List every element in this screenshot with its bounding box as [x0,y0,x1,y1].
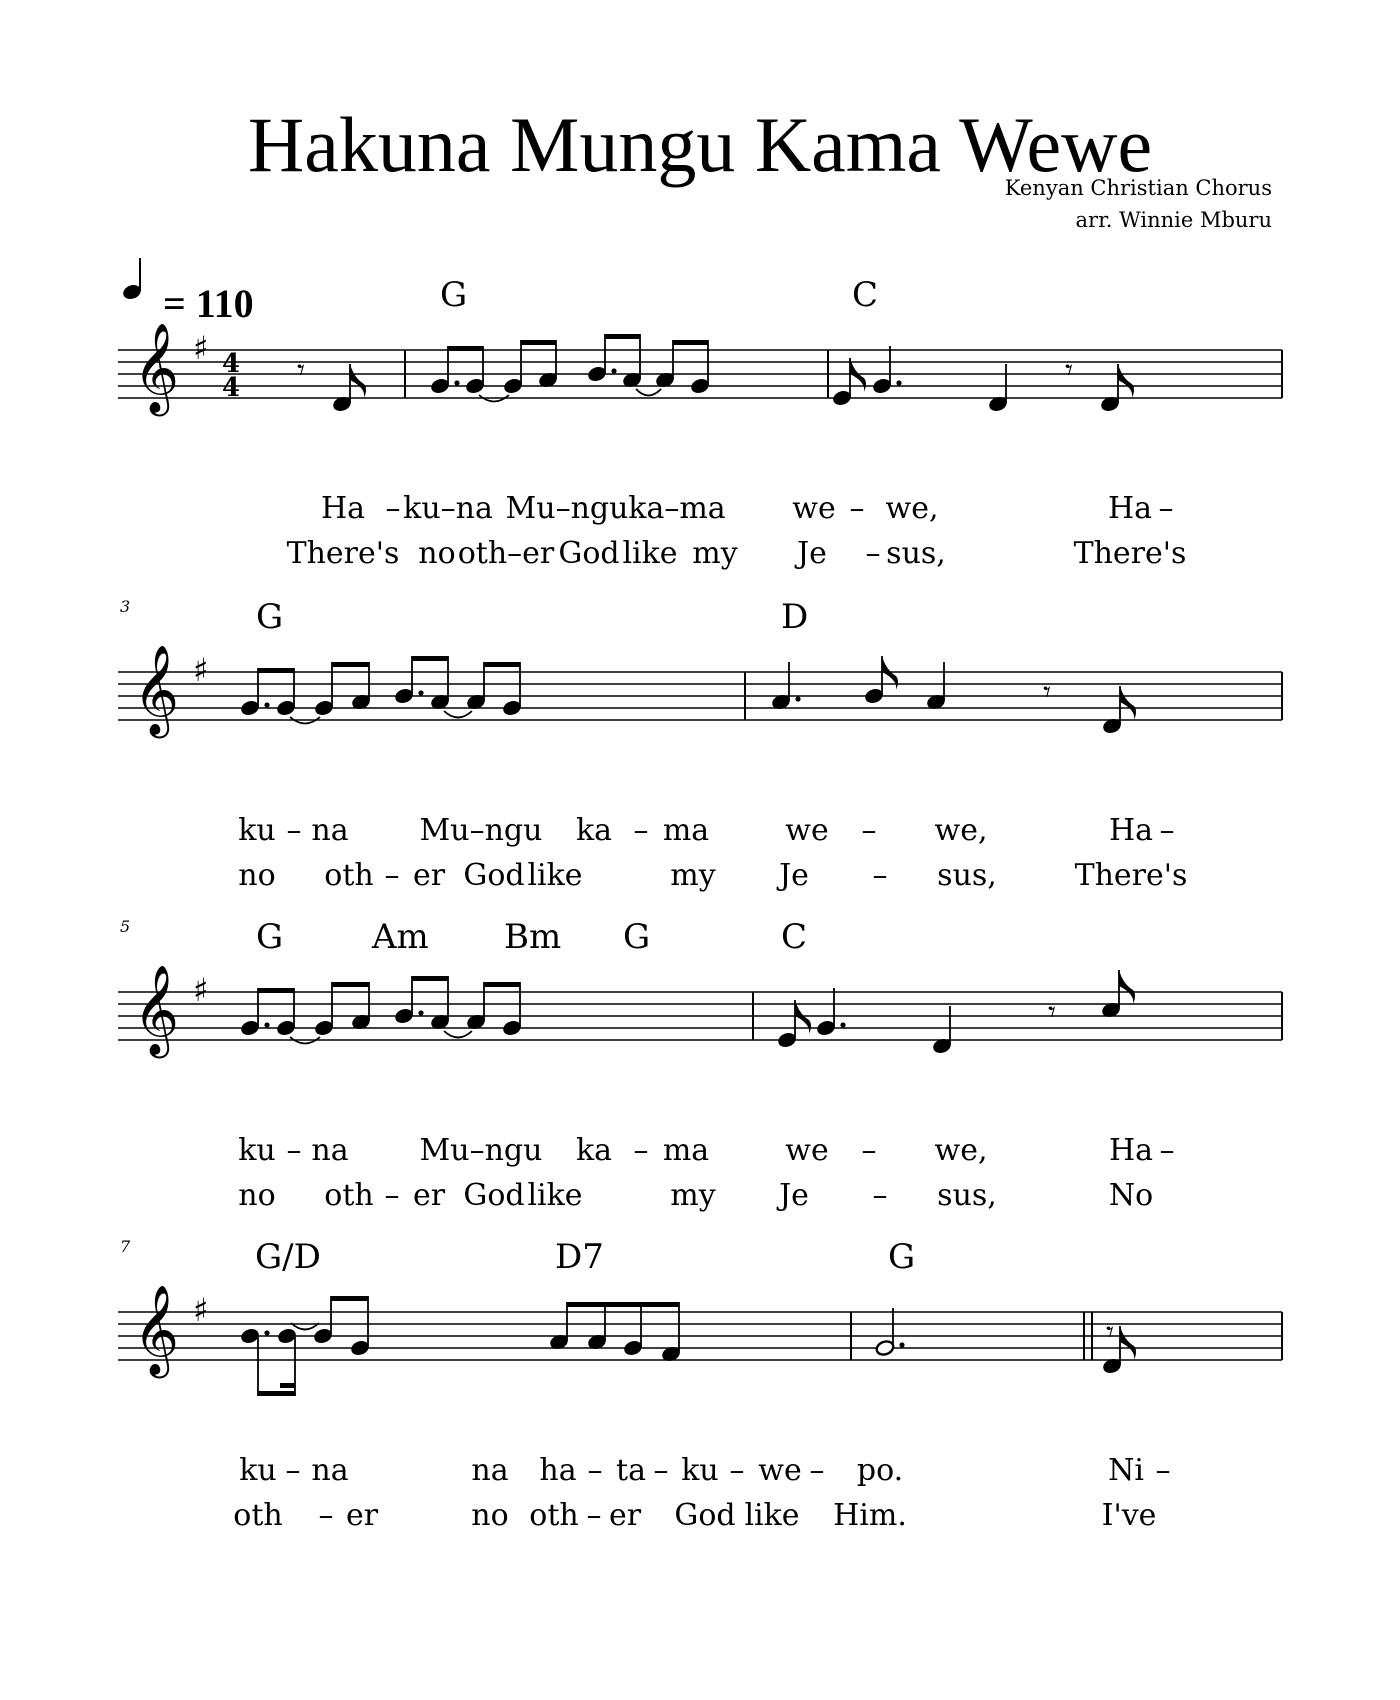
lyric-syllable: There's [286,536,400,571]
lyric-syllable: – [384,1178,400,1213]
augmentation-dot [418,690,423,695]
lyric-syllable: – [1158,491,1174,526]
chord-symbol: Am [372,917,429,957]
sharp-icon: ♯ [193,1291,209,1329]
lyric-syllable: er [412,1178,446,1213]
lyric-syllable: – [285,1453,301,1488]
beam [448,346,483,351]
lyric-syllable: ku [239,1453,277,1488]
lyric-syllable: na [311,1453,349,1488]
note-head [690,377,710,394]
lyric-syllable: – [653,1453,669,1488]
lyric-syllable: no [471,1498,509,1533]
lyric-syllable: – [587,1453,603,1488]
augmentation-dot [896,380,901,385]
eighth-flag [882,656,898,690]
lyric-syllable: oth–er [457,536,555,571]
augmentation-dot [454,380,459,385]
augmentation-dot [418,1010,423,1015]
lyric-syllable: we, [885,491,939,526]
augmentation-dot [264,1022,269,1027]
chord-symbol: D7 [555,1237,604,1277]
note-head [816,1019,836,1036]
lyric-syllable: – [1159,1133,1175,1168]
lyric-syllable: – [872,1178,888,1213]
beam [521,340,556,345]
lyric-syllable: sus, [886,536,946,571]
lyric-syllable: my [670,858,716,893]
beam [412,656,448,661]
lyric-syllable: ma [662,1133,710,1168]
lyric-syllable: na [471,1453,509,1488]
lyric-syllable: er [608,1498,642,1533]
lyric-syllable: – [633,813,649,848]
lyric-syllable: Ha [320,491,366,526]
eighth-flag [1120,1326,1136,1360]
song-title: Hakuna Mungu Kama Wewe [247,101,1153,188]
lyric-syllable: – [865,536,881,571]
lyric-syllable: ku [238,1133,276,1168]
note-head [394,1007,414,1024]
lyric-syllable: God [674,1498,736,1533]
sharp-icon: ♯ [193,971,209,1009]
lyric-syllable: sus, [937,1178,997,1213]
note-head [350,1339,370,1356]
lyric-syllable: – [861,1133,877,1168]
lyric-syllable: oth [324,858,374,893]
note-head [314,1019,334,1036]
beam [258,988,294,993]
lyric-syllable: – [384,858,400,893]
lyric-syllable: There's [1074,858,1188,893]
lyric-syllable: no [418,536,456,571]
eighth-flag [1118,364,1134,398]
beam [280,1383,295,1388]
lyric-syllable: we [792,491,836,526]
note-head [394,687,414,704]
lyric-syllable: like [622,536,678,571]
lyric-syllable: oth [233,1498,283,1533]
lyric-syllable: na [311,1133,349,1168]
note-head [465,377,485,394]
tempo-marking: = 110 [163,281,254,326]
eighth-flag [350,364,366,398]
lyric-syllable: – [809,1453,825,1488]
note-head [502,1019,522,1036]
sharp-icon: ♯ [193,651,209,689]
note-head [240,1327,260,1344]
note-head [314,699,334,716]
lyric-syllable: – [872,858,888,893]
lyric-syllable: no [238,1178,276,1213]
note-head [872,377,892,394]
lyric-syllable: ha [539,1453,577,1488]
note-head [240,699,260,716]
tie [444,1031,472,1038]
lyric-syllable: we [758,1453,802,1488]
augmentation-dot [795,696,800,701]
time-signature-numerator: 4 [222,349,241,379]
lyric-syllable: Ha [1107,491,1153,526]
treble-clef-icon: 𝄞 [133,323,180,413]
note-head [276,1019,296,1036]
note-head [430,377,450,394]
eighth-flag [795,1000,811,1034]
arranger-credit: arr. Winnie Mburu [1075,208,1272,232]
chord-symbol: G/D [255,1237,321,1277]
beam [331,1296,368,1301]
lyric-syllable: Him. [833,1498,907,1533]
note-head [503,377,523,394]
lyric-syllable: er [345,1498,379,1533]
measure-number: 3 [120,597,131,616]
lyric-syllable: we, [934,813,988,848]
lyric-syllable: ku [681,1453,719,1488]
lyric-syllable: ma [662,813,710,848]
eighth-rest-icon: 𝄾 [1048,995,1056,1030]
lyric-syllable: Ni [1108,1453,1144,1488]
lyric-syllable: – [729,1453,745,1488]
lyric-syllable: ku [238,813,276,848]
lyric-syllable: – [286,1133,302,1168]
note-head [587,365,607,382]
augmentation-dot [264,702,269,707]
lyric-syllable: Mu–ngu [505,491,629,526]
beam [332,982,369,987]
lyric-syllable: my [670,1178,716,1213]
measure-number: 5 [120,917,131,936]
chord-symbol: C [852,275,879,315]
augmentation-dot [611,368,616,373]
note-head [623,1339,643,1356]
chord-symbol: C [781,917,808,957]
lyric-syllable: Mu–ngu [419,1133,543,1168]
lyric-syllable: God [463,858,525,893]
lyric-syllable: – [385,491,401,526]
note-head [864,687,884,704]
beam [332,662,369,667]
lyric-syllable: – [861,813,877,848]
beam [412,976,448,981]
sharp-icon: ♯ [193,329,209,367]
eighth-flag [1120,686,1136,720]
lyric-syllable: we [785,813,829,848]
lyric-syllable: – [1159,813,1175,848]
lyric-syllable: like [527,1178,583,1213]
eighth-rest-icon: 𝄾 [297,353,305,388]
lyric-syllable: God [463,1178,525,1213]
eighth-flag [850,358,866,392]
beam [605,334,640,339]
treble-clef-icon: 𝄞 [133,1285,180,1375]
chord-symbol: G [256,597,284,637]
lyric-syllable: Ha [1108,1133,1154,1168]
note-head [875,1339,895,1356]
lyric-syllable: No [1108,1178,1154,1213]
lyric-syllable: ka–ma [628,491,726,526]
chord-symbol: G [256,917,284,957]
lyric-syllable: like [744,1498,800,1533]
note-head [777,1031,797,1048]
beam [673,340,708,345]
note-head [502,699,522,716]
lyric-syllable: sus, [937,858,997,893]
lyric-syllable: – [318,1498,334,1533]
note-head [276,699,296,716]
beam [484,982,520,987]
lyric-syllable: we [785,1133,829,1168]
tie [444,711,472,718]
beam [567,1302,679,1307]
beam [484,662,520,667]
chord-symbol: Bm [504,917,562,957]
treble-clef-icon: 𝄞 [133,645,180,735]
lyric-syllable: po. [856,1453,904,1488]
beam [258,668,294,673]
lyric-syllable: oth [529,1498,579,1533]
tie [636,389,661,396]
lyric-syllable: Je [779,858,809,893]
lyric-syllable: There's [1073,536,1187,571]
chord-symbol: G [623,917,651,957]
lyric-syllable: Je [779,1178,809,1213]
lyric-syllable: oth [324,1178,374,1213]
composer-credit: Kenyan Christian Chorus [1004,176,1272,200]
lyric-syllable: – [849,491,865,526]
time-signature-denominator: 4 [222,373,241,403]
lyric-syllable: ka [575,1133,613,1168]
lyric-syllable: no [238,858,276,893]
lyric-syllable: Ha [1108,813,1154,848]
lyric-syllable: we, [934,1133,988,1168]
eighth-flag [1119,970,1135,1004]
measure-number: 7 [120,1237,131,1256]
lyric-syllable: God [558,536,620,571]
note-head [832,389,852,406]
lyric-syllable: na [311,813,349,848]
treble-clef-icon: 𝄞 [133,965,180,1055]
lyric-syllable: ta [616,1453,646,1488]
lyric-syllable: my [692,536,738,571]
augmentation-dot [264,1330,269,1335]
chord-symbol: G [440,275,468,315]
note-head [240,1019,260,1036]
lyric-syllable: Mu–ngu [419,813,543,848]
lyric-syllable: – [286,813,302,848]
lyric-syllable: – [633,1133,649,1168]
eighth-rest-icon: 𝄾 [1043,675,1051,710]
note-head [313,1327,333,1344]
augmentation-dot [899,1342,904,1347]
eighth-rest-icon: 𝄾 [1106,1315,1114,1350]
lyric-syllable: Je [797,536,827,571]
lyric-syllable: – [586,1498,602,1533]
lyric-syllable: like [527,858,583,893]
note-head [277,1327,297,1344]
lyric-syllable: ka [575,813,613,848]
eighth-rest-icon: 𝄾 [1065,353,1073,388]
lyric-syllable: I've [1101,1498,1157,1533]
beam [258,1391,295,1396]
lyric-syllable: ku–na [403,491,493,526]
augmentation-dot [840,1022,845,1027]
chord-symbol: G [888,1237,916,1277]
lyric-syllable: er [412,858,446,893]
lyric-syllable: – [1155,1453,1171,1488]
chord-symbol: D [781,597,809,637]
